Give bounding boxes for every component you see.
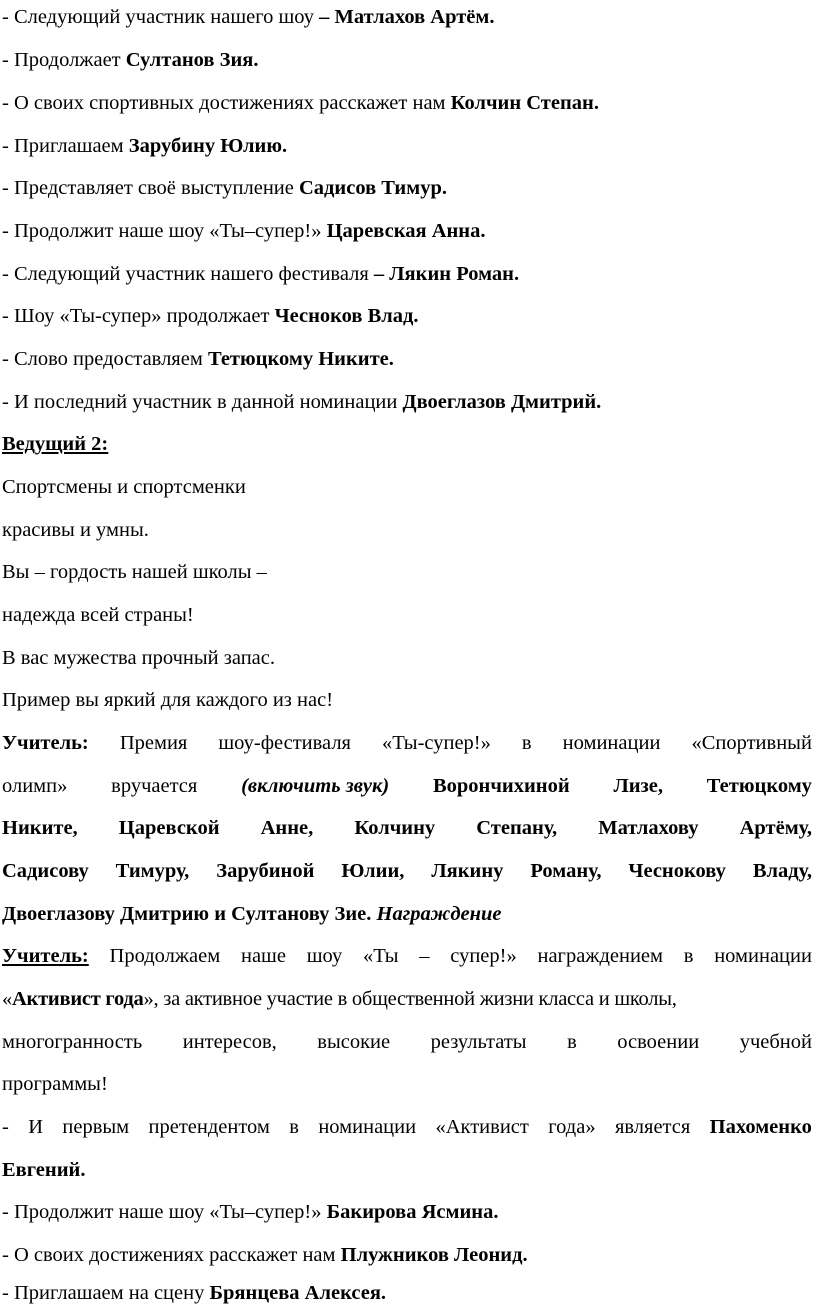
word: олимп» [2,775,68,797]
award1-row-1 [2,730,812,756]
participant-name: – Лякин Роман. [373,263,520,285]
line-9 [2,346,394,372]
word: в [567,1031,577,1053]
participant-name: Чесноков Влад. [274,305,419,327]
participant-name: Двоеглазов Дмитрий. [402,391,602,413]
word: «Активист [435,1116,529,1138]
poem-line-1: Спортсмены и спортсменки [2,476,246,498]
line-3 [2,90,599,116]
word: Тимуру, [115,860,190,882]
speaker-label: Учитель: [2,945,89,967]
poem-line-6: Пример вы яркий для каждого из нас! [2,689,334,711]
word: Артёму, [739,817,812,839]
award1-row-3 [2,815,812,841]
word: интересов, [182,1031,277,1053]
word: Колчину [354,817,436,839]
award-names: Двоеглазову Дмитрию и Султанову Зие. [2,903,372,925]
line-text: - Продолжает [2,49,126,71]
word: освоении [617,1031,700,1053]
speaker-label: Учитель: [2,732,89,754]
word: «Спортивный [691,732,812,754]
word: супер!» [450,945,517,967]
word: «Ты [362,945,399,967]
word: вручается [111,775,198,797]
word: номинации [562,732,661,754]
after-row-2: Евгений. [2,1159,86,1181]
award1-row-5 [2,901,501,927]
line-1 [2,4,495,30]
line-2 [2,47,258,73]
word: многогранность [2,1031,143,1053]
poem-line-4: надежда всей страны! [2,604,194,626]
line-6 [2,218,486,244]
line-text: - Продолжит наше шоу «Ты–супер!» [2,220,327,242]
after-row-5 [2,1280,386,1306]
award2-row-3 [2,1029,812,1055]
line-8 [2,303,419,329]
word: высокие [317,1031,391,1053]
participant-name: – Матлахов Артём. [319,6,495,28]
line-text: - Следующий участник нашего шоу [2,6,320,28]
word: наше [240,945,286,967]
word: И [28,1116,44,1138]
word: Юлии, [341,860,405,882]
word: Чеснокову [628,860,726,882]
word: учебной [739,1031,812,1053]
word: результаты [430,1031,527,1053]
line-text: - Продолжит наше шоу «Ты–супер!» [2,1201,327,1223]
word: Матлахову [598,817,699,839]
line-text: - О своих достижениях расскажет нам [2,1244,341,1266]
word: Премия [119,732,188,754]
poem-line-2: красивы и умны. [2,519,149,541]
word: Владу, [752,860,812,882]
line-text: - Приглашаем на сцену [2,1282,210,1304]
participant-name: Тетюцкому Никите. [207,348,394,370]
line-text: - Представляет своё выступление [2,177,299,199]
participant-name: Садисов Тимур. [299,177,447,199]
word: Степану, [476,817,558,839]
word: Анне, [260,817,314,839]
word: Зарубиной [216,860,315,882]
line-5 [2,175,447,201]
award1-row-2 [2,773,812,799]
word: в [683,945,694,967]
line-4 [2,133,287,159]
participant-name: Колчин Степан. [450,92,599,114]
after-row-1 [2,1114,812,1140]
word: «Ты-супер!» [382,732,491,754]
quote-open: « [2,988,12,1010]
line-10 [2,389,601,415]
word: Ворончихиной [432,775,570,797]
participant-name: Бакирова Ясмина. [326,1201,499,1223]
word: шоу [306,945,343,967]
award2-row-2 [2,986,677,1012]
after-row-4 [2,1242,528,1268]
word: - [2,1116,9,1138]
award1-row-4 [2,858,812,884]
line-text: - Шоу «Ты-супер» продолжает [2,305,275,327]
word: Царевской [118,817,220,839]
participant-name: Царевская Анна. [326,220,486,242]
poem-line-5: В вас мужества прочный запас. [2,647,275,669]
nomination-name: Активист года [12,988,144,1010]
word: Продолжаем [109,945,221,967]
word: номинации [318,1116,417,1138]
word: года» [548,1116,596,1138]
line-text: - О своих спортивных достижениях расскажет нам [2,92,451,114]
word: претендентом [148,1116,270,1138]
line-text: - Следующий участник нашего фестиваля [2,263,374,285]
poem-line-3: Вы – гордость нашей школы – [2,561,267,583]
participant-name: Пахоменко [709,1116,812,1138]
word: шоу-фестиваля [218,732,351,754]
word: Лизе, [613,775,663,797]
word: первым [62,1116,130,1138]
word: Лякину [431,860,504,882]
word: – [419,945,430,967]
word: в [289,1116,299,1138]
word: награждением [537,945,664,967]
word: является [614,1116,691,1138]
word: Роману, [530,860,602,882]
word: номинации [714,945,812,967]
stage-direction: Награждение [371,903,502,925]
participant-name: Султанов Зия. [125,49,259,71]
word: Тетюцкому [706,775,812,797]
word: Никите, [2,817,78,839]
participant-name: Плужников Леонид. [340,1244,528,1266]
award2-row-1 [2,943,812,969]
after-row-3 [2,1199,499,1225]
line-text: - Приглашаем [2,135,129,157]
participant-name: Брянцева Алексея. [209,1282,387,1304]
line-text: - Слово предоставляем [2,348,208,370]
line-text: », за активное участие в общественной жизни класса и школы, [143,988,677,1010]
word: Садисову [2,860,89,882]
host-heading: Ведущий 2: [2,433,109,455]
line-text: - И последний участник в данной номинации [2,391,403,413]
participant-name: Зарубину Юлию. [128,135,288,157]
word: в [521,732,532,754]
stage-direction: (включить звук) [241,775,390,797]
line-7 [2,261,519,287]
award2-row-4: программы! [2,1073,108,1095]
